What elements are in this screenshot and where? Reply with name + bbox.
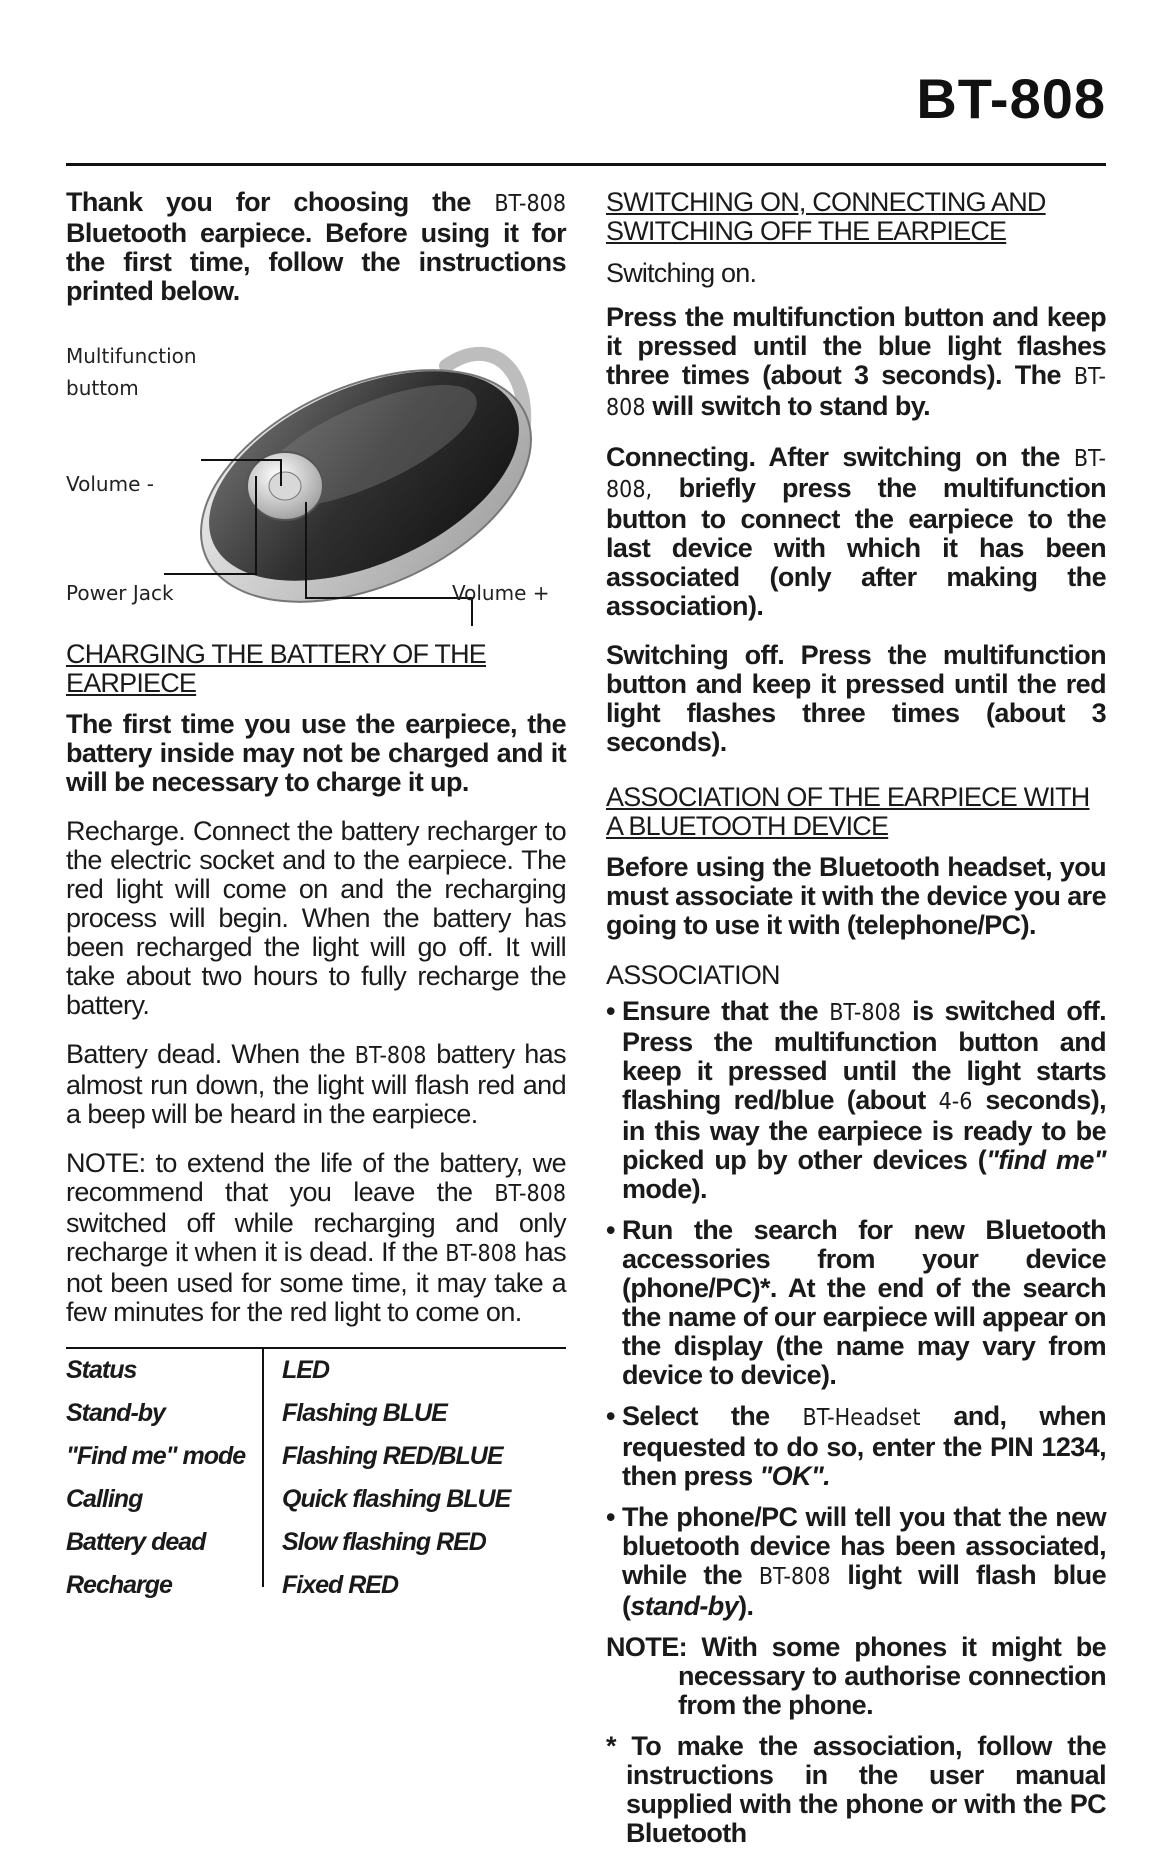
bullet1-find-me: "find me" [986,1145,1106,1175]
connecting-text-2: briefly press the multifunction button to connect the earpiece to the last device with which it has been associated (only after making the association). [606,473,1106,621]
association-heading: ASSOCIATION OF THE EARPIECE WITH A BLUETOOTH DEVICE [606,782,1090,841]
connecting-model: BT-808, [606,446,1106,503]
status-led-table [66,1347,566,1607]
bullet1-text-4: mode). [622,1174,707,1204]
bullet1-model: BT-808 [829,1000,901,1026]
table-row [66,1392,566,1435]
note-model-2: BT-808 [445,1241,517,1267]
page-title: BT-808 [916,67,1106,130]
bullet3-text-2: and, when requested to do so, enter the PIN 1234, then press [622,1401,1106,1491]
association-footnote: * To make the association, follow the instructions in the user manual supplied with the phone or with the PC Bluetooth [606,1731,1106,1848]
bullet1-seconds: 4-6 [938,1089,973,1115]
status-cell: Stand-by [66,1399,165,1427]
charging-paragraph-3 [66,1040,566,1129]
intro-text-1: Thank you for choosing the [66,187,471,217]
earpiece-figure [66,326,566,626]
label-volume-plus: Volume + [452,581,550,605]
header-rule [66,163,1106,166]
association-note: NOTE: With some phones it might be necessary to authorise connection from the phone. [606,1632,1106,1720]
note-text-1: NOTE: to extend the life of the battery, we recommend that you leave the [66,1148,566,1207]
led-cell: Flashing RED/BLUE [282,1442,503,1470]
bullet4-text-1: The phone/PC will tell you that the new bluetooth device has been associated, while the [622,1502,1106,1590]
label-multifunction: Multifunction [66,344,197,368]
association-bullet-4 [606,1503,1106,1621]
switching-text-1: Press the multifunction button and keep it pressed until the blue light flashes three times (about 3 seconds). The [606,302,1106,390]
battery-dead-text-1: Battery dead. When the [66,1039,345,1069]
table-header-led: LED [282,1356,329,1384]
switching-off-paragraph: Switching off. Press the multifunction button and keep it pressed until the red light flashes three times (about 3 seconds). [606,640,1106,757]
table-row [66,1564,566,1607]
bullet4-model: BT-808 [758,1564,831,1590]
charging-heading: CHARGING THE BATTERY OF THE EARPIECE [66,639,486,698]
led-cell: Quick flashing BLUE [282,1485,511,1513]
led-cell: Fixed RED [282,1571,399,1599]
connecting-paragraph [606,443,1106,621]
note-model-1: BT-808 [494,1181,566,1207]
status-cell: "Find me" mode [66,1442,246,1470]
battery-dead-text-2: battery has almost run down, the light will flash red and a beep will be heard in the earpiece. [66,1039,567,1129]
charging-note [66,1149,566,1327]
status-cell: Recharge [66,1571,172,1599]
note-text-3: has not been used for some time, it may take a few minutes for the red light to come on. [66,1237,566,1327]
bullet1-text-2: is switched off. Press the multifunction button and keep it pressed until the light starts flashing red/blue (about [622,996,1107,1115]
note-text-2: switched off while recharging and only recharge it when it is dead. If the [66,1208,566,1267]
table-header-row [66,1349,566,1392]
bullet4-text-3: ). [738,1591,754,1621]
right-column [606,188,1106,1868]
association-paragraph: Before using the Bluetooth headset, you must associate it with the device you are going to use it with (telephone/PC). [606,852,1106,940]
table-header-status: Status [66,1356,137,1384]
label-volume-minus: Volume - [66,472,154,496]
charging-paragraph-2: Recharge. Connect the battery recharger to the electric socket and to the earpiece. The red light will come on and the recharging process will begin. When the battery has been recharged the light will go off. It will take about two hours to fully recharge the battery. [66,816,566,1020]
switching-text-2: will switch to stand by. [652,391,931,421]
status-cell: Calling [66,1485,143,1513]
led-cell: Flashing BLUE [282,1399,447,1427]
bullet3-model: BT-Headset [802,1405,921,1431]
connecting-text-1: Connecting. After switching on the [606,442,1060,472]
bullet1-text-1: Ensure that the [622,996,819,1026]
intro-paragraph [66,188,566,306]
switching-paragraph-1 [606,303,1106,423]
bullet3-text-1: Select the [622,1401,770,1431]
left-column [66,188,566,1607]
association-bullet-1 [606,997,1106,1204]
bullet1-text-3: seconds), in this way the earpiece is ready to be picked up by other devices ( [622,1085,1106,1175]
bullet4-text-2: light will flash blue ( [622,1560,1106,1621]
intro-text-2: Bluetooth earpiece. Before using it for the first time, follow the instructions printed below. [66,218,566,306]
battery-dead-model: BT-808 [354,1043,427,1069]
table-row [66,1478,566,1521]
association-bullet-2: • Run the search for new Bluetooth accessories from your device (phone/PC)*. At the end of the search the name of our earpiece will appear on the display (the name may vary from device to device). [606,1216,1106,1390]
label-power-jack: Power Jack [66,581,174,605]
association-bullet-3 [606,1402,1106,1491]
table-divider [262,1349,264,1587]
bullet3-ok: "OK". [759,1461,831,1491]
label-multifunction-2: buttom [66,376,139,400]
switching-heading: SWITCHING ON, CONNECTING AND SWITCHING OFF THE EARPIECE [606,187,1046,246]
switching-model: BT-808 [606,364,1106,421]
table-row [66,1435,566,1478]
charging-paragraph-1: The first time you use the earpiece, the battery inside may not be charged and it will be necessary to charge it up. [66,709,566,797]
switching-on-subheading: Switching on. [606,258,757,288]
bullet4-standby: stand-by [630,1591,739,1621]
led-cell: Slow flashing RED [282,1528,486,1556]
intro-model: BT-808 [494,191,567,217]
table-row [66,1521,566,1564]
association-subheading: ASSOCIATION [606,960,780,990]
status-cell: Battery dead [66,1528,206,1556]
